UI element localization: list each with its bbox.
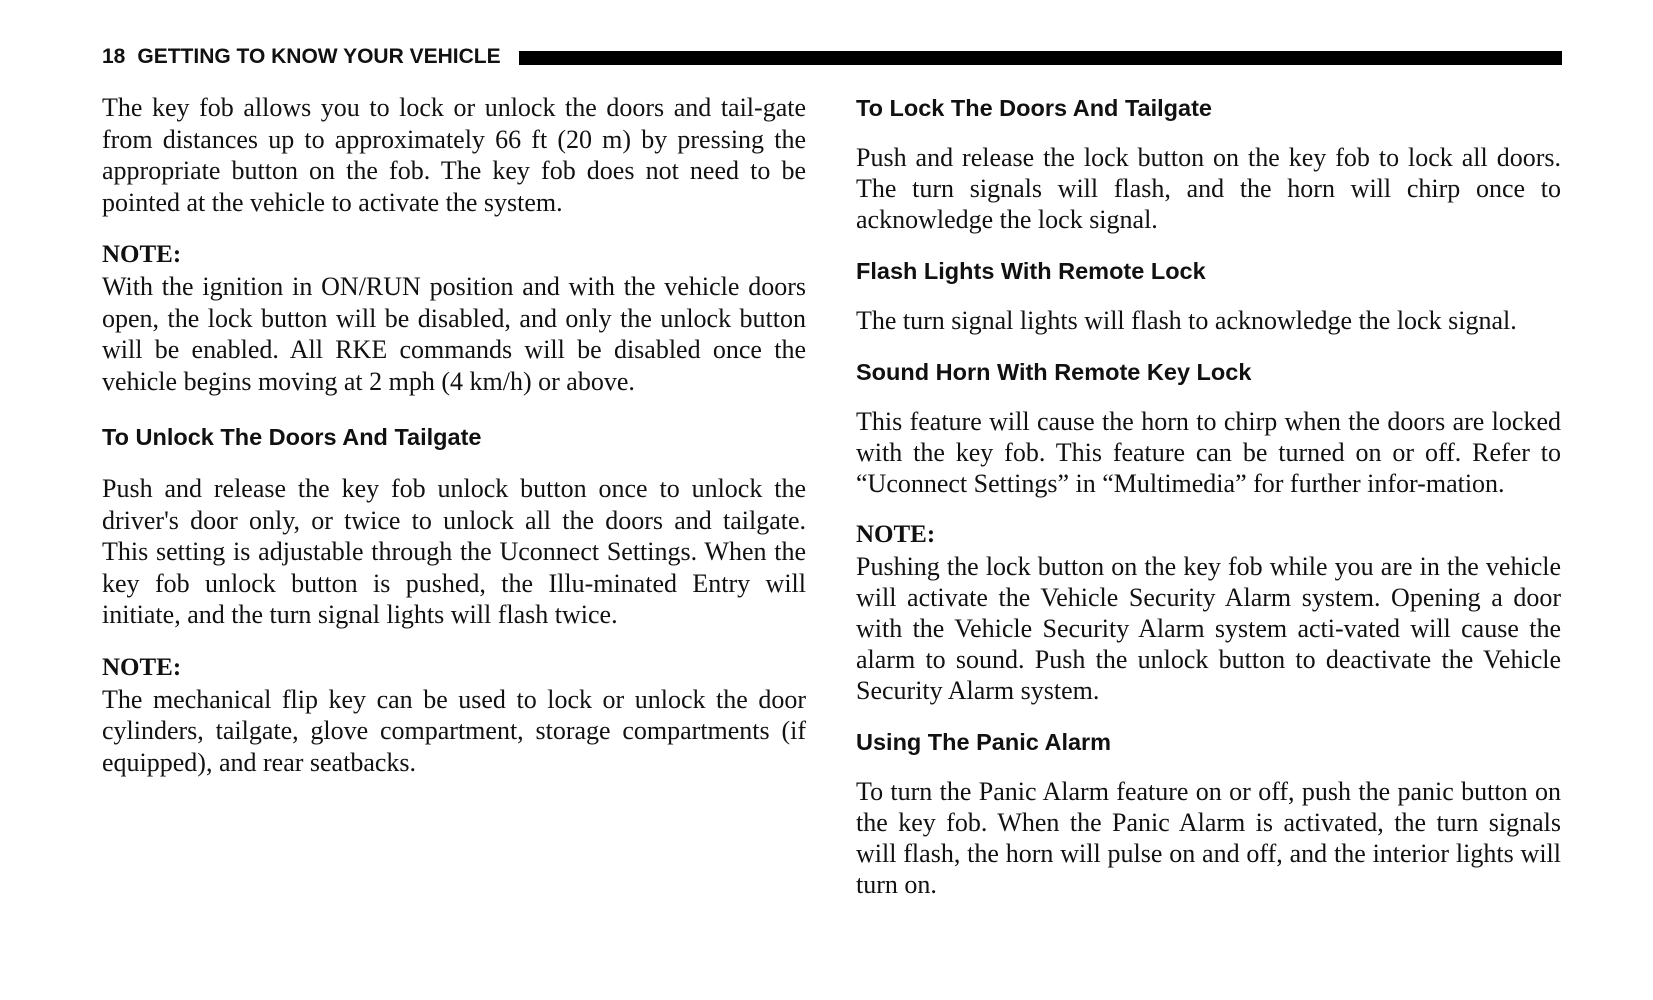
page-header	[102, 44, 1562, 70]
note-label: NOTE:	[102, 653, 182, 681]
lock-heading: To Lock The Doors And Tailgate	[856, 95, 1212, 121]
panic-alarm-heading: Using The Panic Alarm	[856, 729, 1112, 755]
unlock-heading: To Unlock The Doors And Tailgate	[102, 424, 482, 450]
note-label: NOTE:	[856, 521, 936, 548]
note-ignition-paragraph: With the ignition in ON/RUN position and with the vehicle doors open, the lock button will be disabled, and only the unlock button will be enabled. All RKE commands will be disabled once the vehicle begins moving at 2 mph (4 km/h) or above.	[102, 272, 806, 396]
sound-horn-paragraph: This feature will cause the horn to chirp when the doors are locked with the key fob. This feature can be turned on or off. Refer to “Uconnect Settings” in “Multimedia” for further infor-mation.	[856, 407, 1561, 498]
left-column	[102, 92, 806, 802]
page-number: 18	[102, 45, 126, 68]
lock-paragraph: Push and release the lock button on the key fob to lock all doors. The turn signals will flash, and the horn will chirp once to acknowledge the lock signal.	[856, 143, 1561, 234]
section-title: GETTING TO KNOW YOUR VEHICLE	[137, 45, 501, 68]
sound-horn-heading: Sound Horn With Remote Key Lock	[856, 359, 1252, 385]
note-security-alarm-paragraph: Pushing the lock button on the key fob while you are in the vehicle will activate the Vehicle Security Alarm system. Opening a door with the Vehicle Security Alarm system acti-vated will cause the alarm to sound. Push the unlock button to deactivate the Vehicle Security Alarm system.	[856, 552, 1561, 705]
panic-alarm-paragraph: To turn the Panic Alarm feature on or off, push the panic button on the key fob. When the Panic Alarm is activated, the turn signals will flash, the horn will pulse on and off, and the interior lights will turn on.	[856, 777, 1561, 899]
intro-paragraph: The key fob allows you to lock or unlock the doors and tail-gate from distances up to approximately 66 ft (20 m) by pressing the appropriate button on the fob. The key fob does not need to be pointed at the vehicle to activate the system.	[102, 93, 806, 217]
header-rule	[519, 51, 1562, 65]
flash-lights-paragraph: The turn signal lights will flash to acknowledge the lock signal.	[856, 306, 1517, 335]
right-column	[856, 92, 1561, 920]
note-label: NOTE:	[102, 241, 182, 268]
flash-lights-heading: Flash Lights With Remote Lock	[856, 258, 1206, 284]
note-flip-key-paragraph: The mechanical flip key can be used to lock or unlock the door cylinders, tailgate, glove compartment, storage compartments (if equipped), and rear seatbacks.	[102, 684, 806, 777]
unlock-paragraph: Push and release the key fob unlock button once to unlock the driver's door only, or twice to unlock all the doors and tailgate. This setting is adjustable through the Uconnect Settings. When the key fob unlock button is pushed, the Illu-minated Entry will initiate, and the turn signal lights will flash twice.	[102, 474, 806, 629]
